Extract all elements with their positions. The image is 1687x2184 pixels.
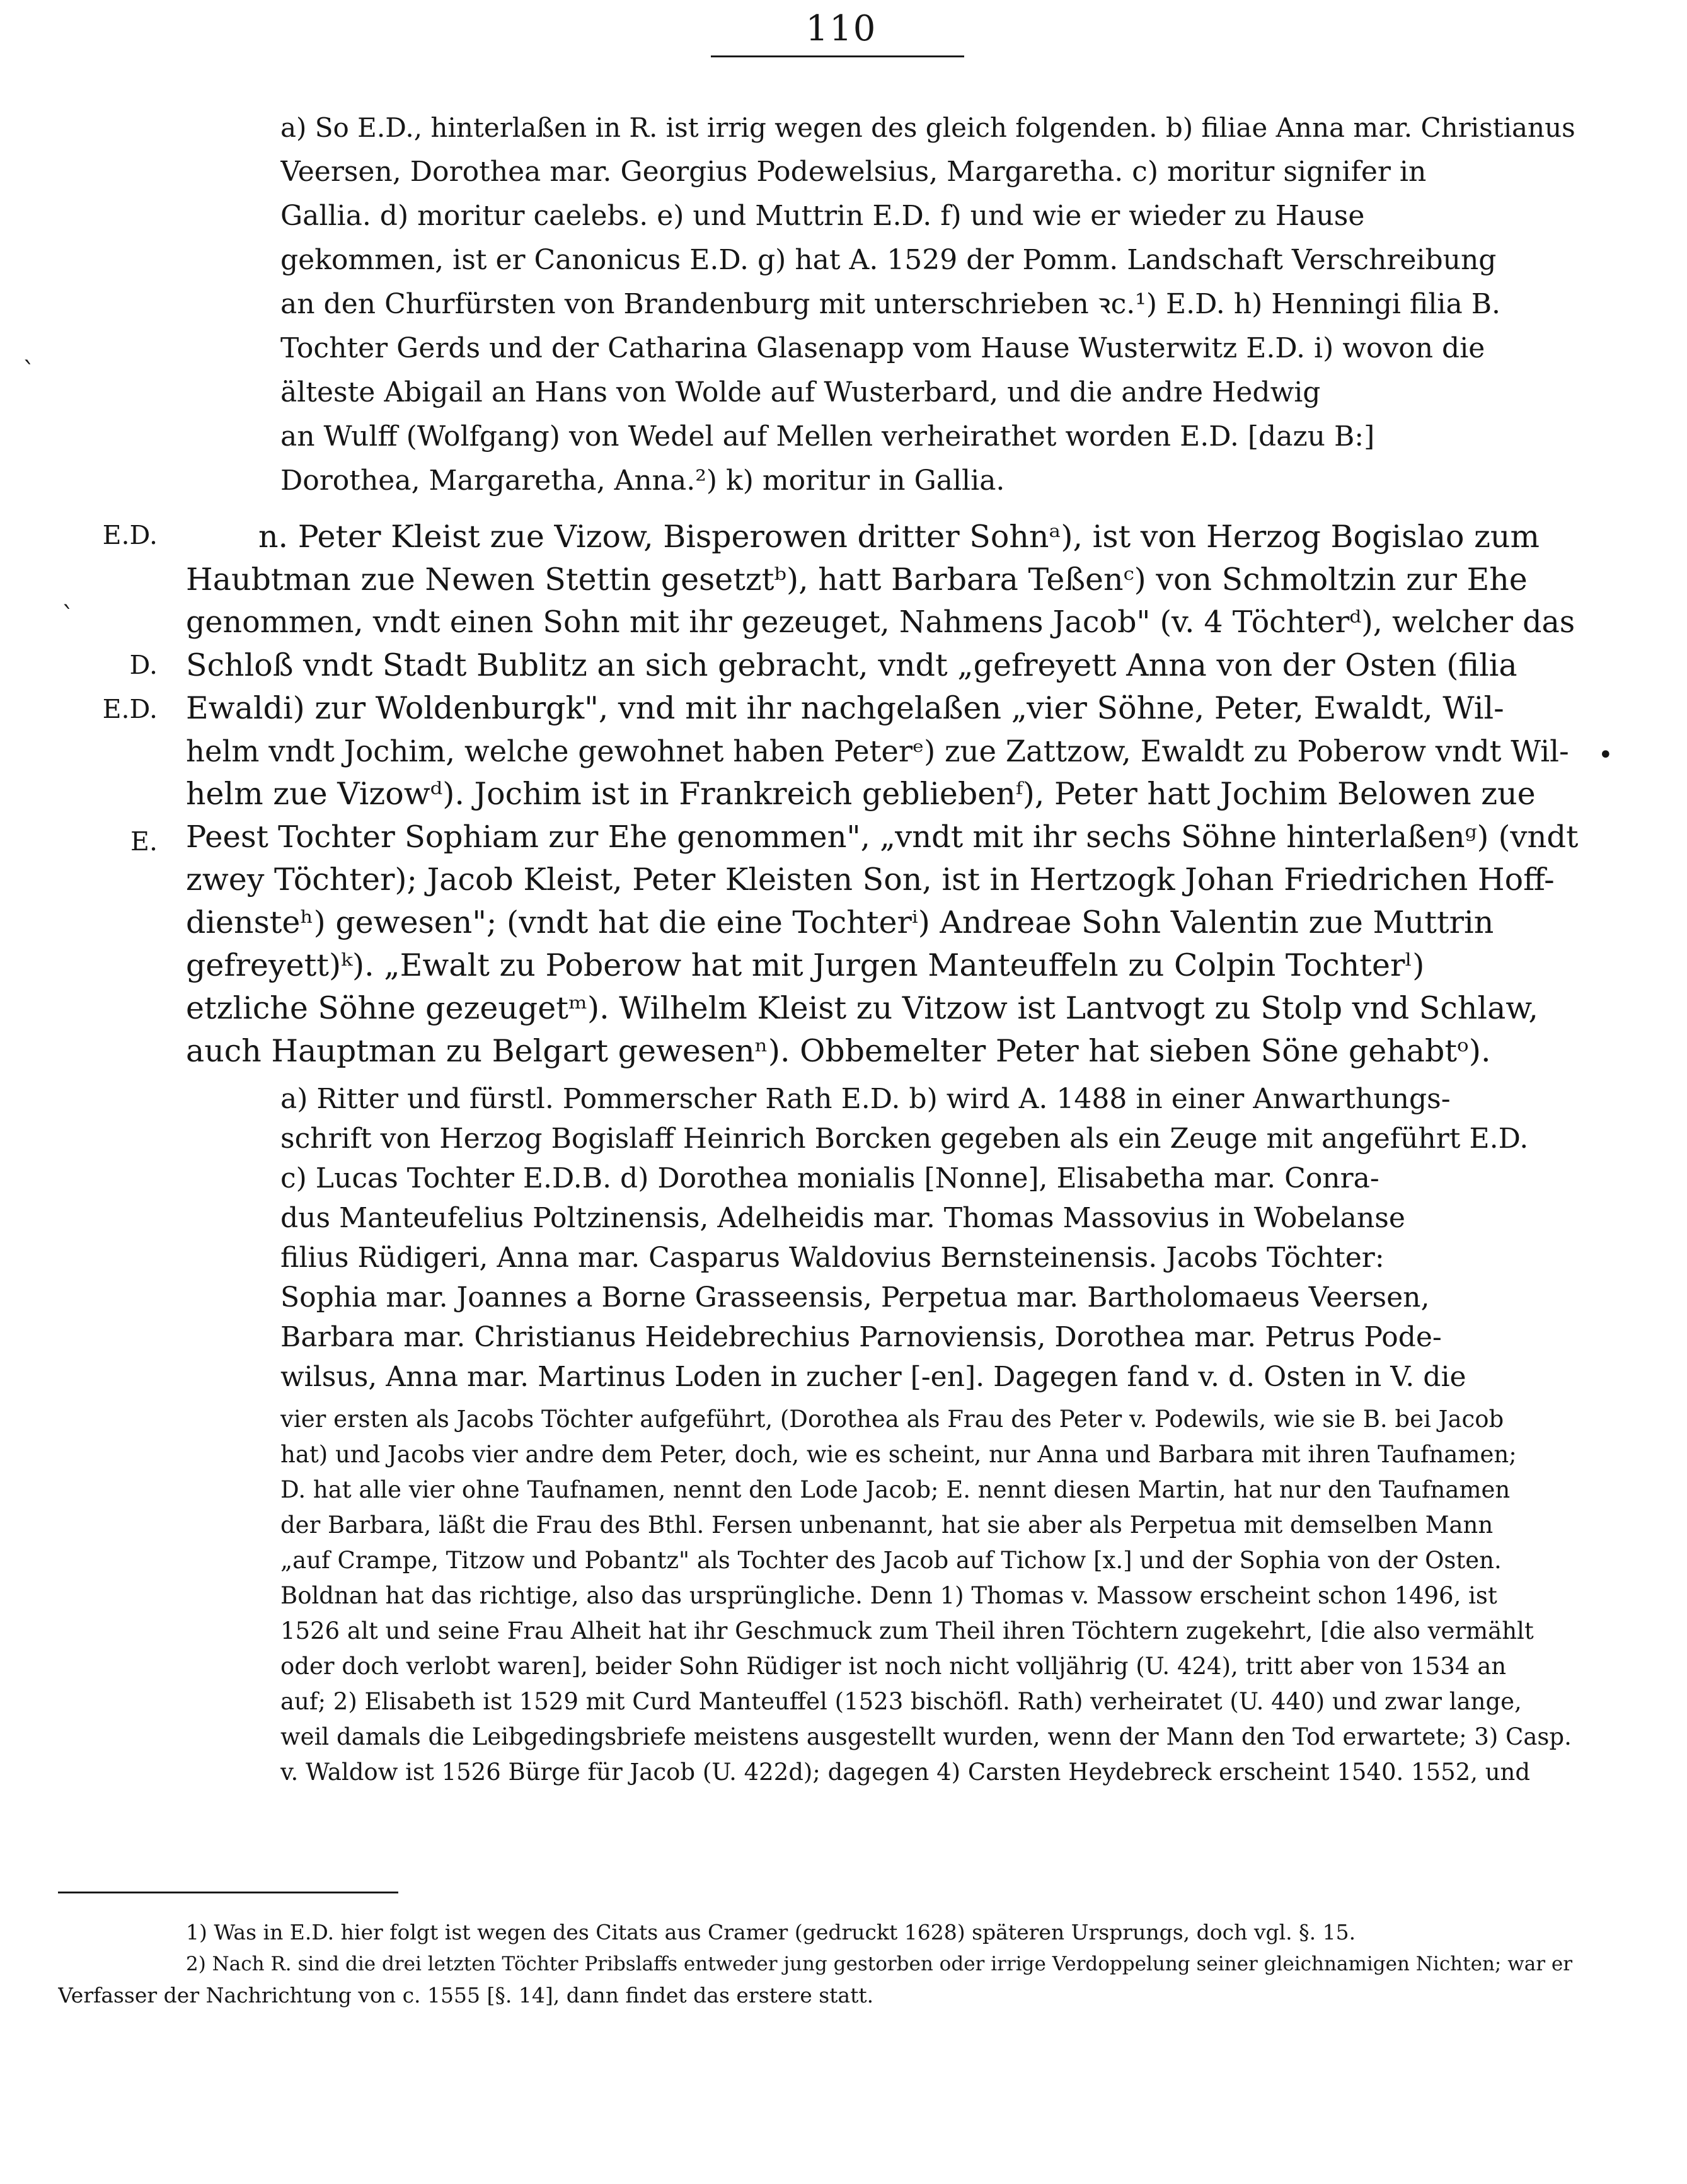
note-line: schrift von Herzog Bogislaff Heinrich Borcken gegeben als ein Zeuge mit angeführt E.D. [280,1123,1529,1155]
note-line-small: v. Waldow ist 1526 Bürge für Jacob (U. 422d); dagegen 4) Carsten Heydebreck erscheint 1540. 1552, und [280,1759,1531,1786]
main-line: n. Peter Kleist zue Vizow, Bisperowen dritter Sohnᵃ), ist von Herzog Bogislao zum [258,519,1540,555]
note-line: Gallia. d) moritur caelebs. e) und Muttrin E.D. f) und wie er wieder zu Hause [280,200,1365,232]
stray-mark: • [1598,741,1613,770]
note-line-small: der Barbara, läßt die Frau des Bthl. Fersen unbenannt, hat sie aber als Perpetua mit demselben Mann [280,1511,1494,1539]
footnote-line: Verfasser der Nachrichtung von c. 1555 [§. 14], dann findet das erstere statt. [58,1983,874,2008]
note-line: älteste Abigail an Hans von Wolde auf Wusterbard, und die andre Hedwig [280,376,1321,408]
footnote-line: 2) Nach R. sind die drei letzten Töchter Pribslaffs entweder jung gestorben oder irrige Verdoppelung seiner gleichnamigen Nichten; war er [186,1953,1573,1975]
page-number: 110 [805,8,877,49]
note-line: Sophia mar. Joannes a Borne Grasseensis, Perpetua mar. Bartholomaeus Veersen, [280,1281,1430,1314]
note-line-small: auf; 2) Elisabeth ist 1529 mit Curd Manteuffel (1523 bischöfl. Rath) verheiratet (U. 440) und zwar lange, [280,1688,1522,1715]
main-line: zwey Töchter); Jacob Kleist, Peter Kleisten Son, ist in Hertzogk Johan Friedrichen Hoff- [186,862,1555,898]
main-line: etzliche Söhne gezeugetᵐ). Wilhelm Kleist zu Vitzow ist Lantvogt zu Stolp vnd Schlaw, [186,990,1538,1026]
note-line: c) Lucas Tochter E.D.B. d) Dorothea monialis [Nonne], Elisabetha mar. Conra- [280,1162,1379,1194]
note-line-small: Boldnan hat das richtige, also das ursprüngliche. Denn 1) Thomas v. Massow erscheint schon 1496, ist [280,1582,1497,1609]
note-line: an Wulff (Wolfgang) von Wedel auf Mellen verheirathet worden E.D. [dazu B:] [280,420,1375,453]
main-line: Haubtman zue Newen Stettin gesetztᵇ), hatt Barbara Teßenᶜ) von Schmoltzin zur Ehe [186,562,1528,598]
footnote-line: 1) Was in E.D. hier folgt ist wegen des Citats aus Cramer (gedruckt 1628) späteren Ursprungs, doch vgl. §. 15. [186,1920,1356,1944]
note-line: wilsus, Anna mar. Martinus Loden in zucher [-en]. Dagegen fand v. d. Osten in V. die [280,1361,1466,1393]
note-line: gekommen, ist er Canonicus E.D. g) hat A. 1529 der Pomm. Landschaft Verschreibung [280,244,1497,276]
main-line: helm vndt Jochim, welche gewohnet haben Peterᵉ) zue Zattzow, Ewaldt zu Poberow vndt Wil- [186,734,1569,768]
main-line: gefreyett)ᵏ). „Ewalt zu Poberow hat mit Jurgen Manteuffeln zu Colpin Tochterˡ) [186,947,1425,983]
note-line: Veersen, Dorothea mar. Georgius Podewelsius, Margaretha. c) moritur signifer in [280,156,1427,188]
note-line: Tochter Gerds und der Catharina Glasenapp vom Hause Wusterwitz E.D. i) wovon die [280,332,1485,364]
note-line: a) Ritter und fürstl. Pommerscher Rath E.D. b) wird A. 1488 in einer Anwarthungs- [280,1083,1451,1115]
main-line: Peest Tochter Sophiam zur Ehe genommen", „vndt mit ihr sechs Söhne hinterlaßenᵍ) (vndt [186,819,1579,855]
note-line: dus Manteufelius Poltzinensis, Adelheidis mar. Thomas Massovius in Wobelanse [280,1202,1405,1234]
note-line-small: 1526 alt und seine Frau Alheit hat ihr Geschmuck zum Theil ihren Töchtern zugekehrt, [die also vermählt [280,1617,1534,1644]
note-line-small: weil damals die Leibgedingsbriefe meistens ausgestellt wurden, wenn der Mann den Tod erwartete; 3) Casp. [280,1723,1572,1750]
main-line: helm zue Vizowᵈ). Jochim ist in Frankreich gebliebenᶠ), Peter hatt Jochim Belowen zue [186,776,1536,812]
margin-label-d: D. [129,650,158,680]
note-line: Dorothea, Margaretha, Anna.²) k) moritur in Gallia. [280,465,1005,497]
margin-label-ed: E.D. [102,520,158,550]
main-line: Ewaldi) zur Woldenburgk", vnd mit ihr nachgelaßen „vier Söhne, Peter, Ewaldt, Wil- [186,690,1504,726]
header-rule [711,55,964,57]
note-line-small: oder doch verlobt waren], beider Sohn Rüdiger ist noch nicht volljährig (U. 424), tritt aber von 1534 an [280,1653,1507,1680]
main-line: Schloß vndt Stadt Bublitz an sich gebracht, vndt „gefreyett Anna von der Osten (filia [186,647,1517,683]
margin-label-e: E. [130,826,158,857]
main-line: diensteʰ) gewesen"; (vndt hat die eine Tochterⁱ) Andreae Sohn Valentin zue Muttrin [186,904,1494,940]
main-line: auch Hauptman zu Belgart gewesenⁿ). Obbemelter Peter hat sieben Söne gehabtᵒ). [186,1033,1491,1069]
note-line-small: D. hat alle vier ohne Taufnamen, nennt den Lode Jacob; E. nennt diesen Martin, hat nur den Taufnamen [280,1476,1511,1503]
note-line: a) So E.D., hinterlaßen in R. ist irrig wegen des gleich folgenden. b) filiae Anna mar. Christianus [280,112,1575,143]
footnote-rule [58,1892,398,1893]
margin-label-ed: E.D. [102,694,158,724]
note-line-small: hat) und Jacobs vier andre dem Peter, doch, wie es scheint, nur Anna und Barbara mit ihren Taufnamen; [280,1441,1517,1468]
note-line: filius Rüdigeri, Anna mar. Casparus Waldovius Bernsteinensis. Jacobs Töchter: [280,1242,1385,1274]
note-line: an den Churfürsten von Brandenburg mit unterschrieben ꝛc.¹) E.D. h) Henningi filia B. [280,288,1501,320]
stray-mark: ˋ [62,602,74,631]
note-line-small: vier ersten als Jacobs Töchter aufgeführt, (Dorothea als Frau des Peter v. Podewils, wie sie B. bei Jacob [280,1406,1504,1433]
note-line-small: „auf Crampe, Titzow und Pobantz" als Tochter des Jacob auf Tichow [x.] und der Sophia von der Osten. [280,1547,1502,1574]
main-line: genommen, vndt einen Sohn mit ihr gezeuget, Nahmens Jacob" (v. 4 Töchterᵈ), welcher das [186,605,1575,640]
stray-mark: ˋ [23,357,35,386]
note-line: Barbara mar. Christianus Heidebrechius Parnoviensis, Dorothea mar. Petrus Pode- [280,1321,1442,1353]
